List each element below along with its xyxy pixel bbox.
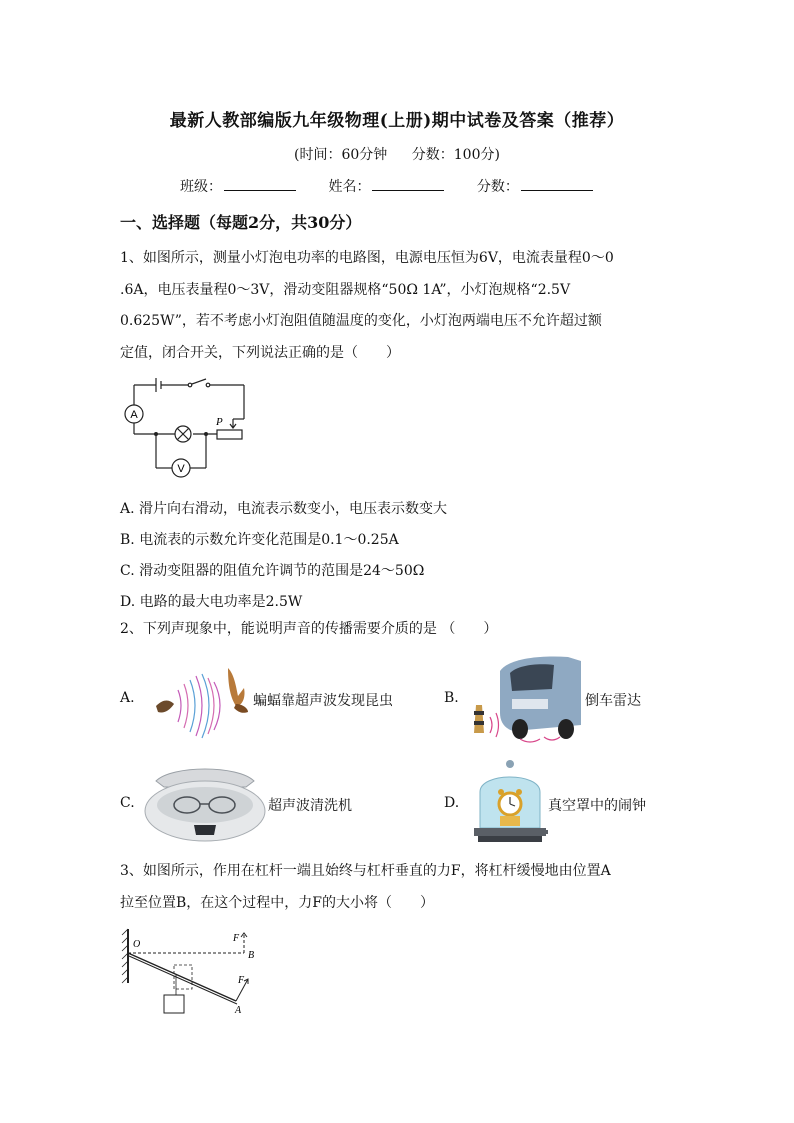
lever-diagram: [120, 925, 265, 1020]
voltmeter-label: V: [177, 463, 185, 475]
q2-option-a-letter[interactable]: A.: [120, 690, 135, 706]
score-info: 分数：100分): [411, 147, 500, 163]
rheostat: [217, 430, 242, 439]
ammeter-label: A: [130, 409, 138, 421]
score-label: 分数：: [476, 179, 519, 195]
lever-position-a: [128, 953, 236, 1001]
page-title: 最新人教部编版九年级物理(上册)期中试卷及答案（推荐）: [169, 111, 625, 131]
reversing-radar-image: [468, 655, 583, 745]
force-bottom-label: F: [238, 975, 245, 986]
question-1-line-4: 定值，闭合开关，下列说法正确的是（ ）: [120, 344, 400, 361]
name-blank[interactable]: [372, 176, 444, 191]
switch: [192, 379, 206, 384]
score-field: [477, 176, 593, 196]
class-field: [180, 176, 296, 196]
question-1-stem: [120, 243, 680, 369]
name-field: [328, 176, 444, 196]
force-top-label: F: [233, 933, 240, 944]
q1-option-c[interactable]: C. 滑动变阻器的阻值允许调节的范围是24～50Ω: [120, 563, 425, 579]
question-1-line-2: .6A，电压表量程0～3V，滑动变阻器规格“50Ω 1A”，小灯泡规格“2.5V: [120, 281, 571, 298]
point-a-label: A: [235, 1005, 242, 1016]
question-3-line-2: 拉至位置B，在这个过程中，力F的大小将（ ）: [120, 894, 435, 911]
q1-option-b[interactable]: B. 电流表的示数允许变化范围是0.1～0.25A: [120, 532, 399, 548]
class-label: 班级：: [180, 179, 222, 195]
pivot-label: O: [133, 939, 141, 950]
name-label: 姓名：: [328, 179, 371, 195]
point-b-label: B: [248, 950, 255, 961]
vacuum-bell-jar-image: [470, 758, 548, 848]
section-title: 一、选择题（每题2分，共30分）: [120, 213, 362, 232]
q2-option-c-letter[interactable]: C.: [120, 795, 135, 811]
q1-option-d[interactable]: D. 电路的最大电功率是2.5W: [120, 594, 303, 610]
q1-option-a[interactable]: A. 滑片向右滑动，电流表示数变小，电压表示数变大: [120, 501, 448, 517]
question-1-line-3: 0.625W”，若不考虑小灯泡阻值随温度的变化，小灯泡两端电压不允许超过额: [120, 313, 602, 329]
slider-label: P: [216, 416, 223, 428]
q2-option-b-letter[interactable]: B.: [444, 690, 459, 706]
q2-option-d-text[interactable]: 真空罩中的闹钟: [548, 798, 646, 814]
score-blank[interactable]: [521, 176, 593, 191]
q2-option-d-letter[interactable]: D.: [444, 795, 460, 811]
q2-option-b-text[interactable]: 倒车雷达: [585, 693, 641, 709]
bat-ultrasound-image: [150, 660, 255, 744]
circuit-diagram: [120, 375, 250, 480]
question-3-line-1: 3、如图所示，作用在杠杆一端且始终与杠杆垂直的力F，将杠杆缓慢地由位置A: [120, 863, 611, 879]
class-blank[interactable]: [224, 176, 296, 191]
student-info-line: [180, 176, 621, 196]
question-2-stem: 2、下列声现象中，能说明声音的传播需要介质的是 （ ）: [120, 621, 498, 637]
question-3-stem: [120, 856, 680, 919]
q2-option-c-text[interactable]: 超声波清洗机: [268, 798, 352, 814]
q2-option-a-text[interactable]: 蝙蝠靠超声波发现昆虫: [253, 693, 393, 709]
exam-meta: [0, 144, 794, 164]
time-info: (时间：60分钟: [294, 147, 388, 163]
question-1-line-1: 1、如图所示，测量小灯泡电功率的电路图，电源电压恒为6V，电流表量程0～0: [120, 250, 614, 266]
ultrasonic-cleaner-image: [142, 763, 267, 847]
